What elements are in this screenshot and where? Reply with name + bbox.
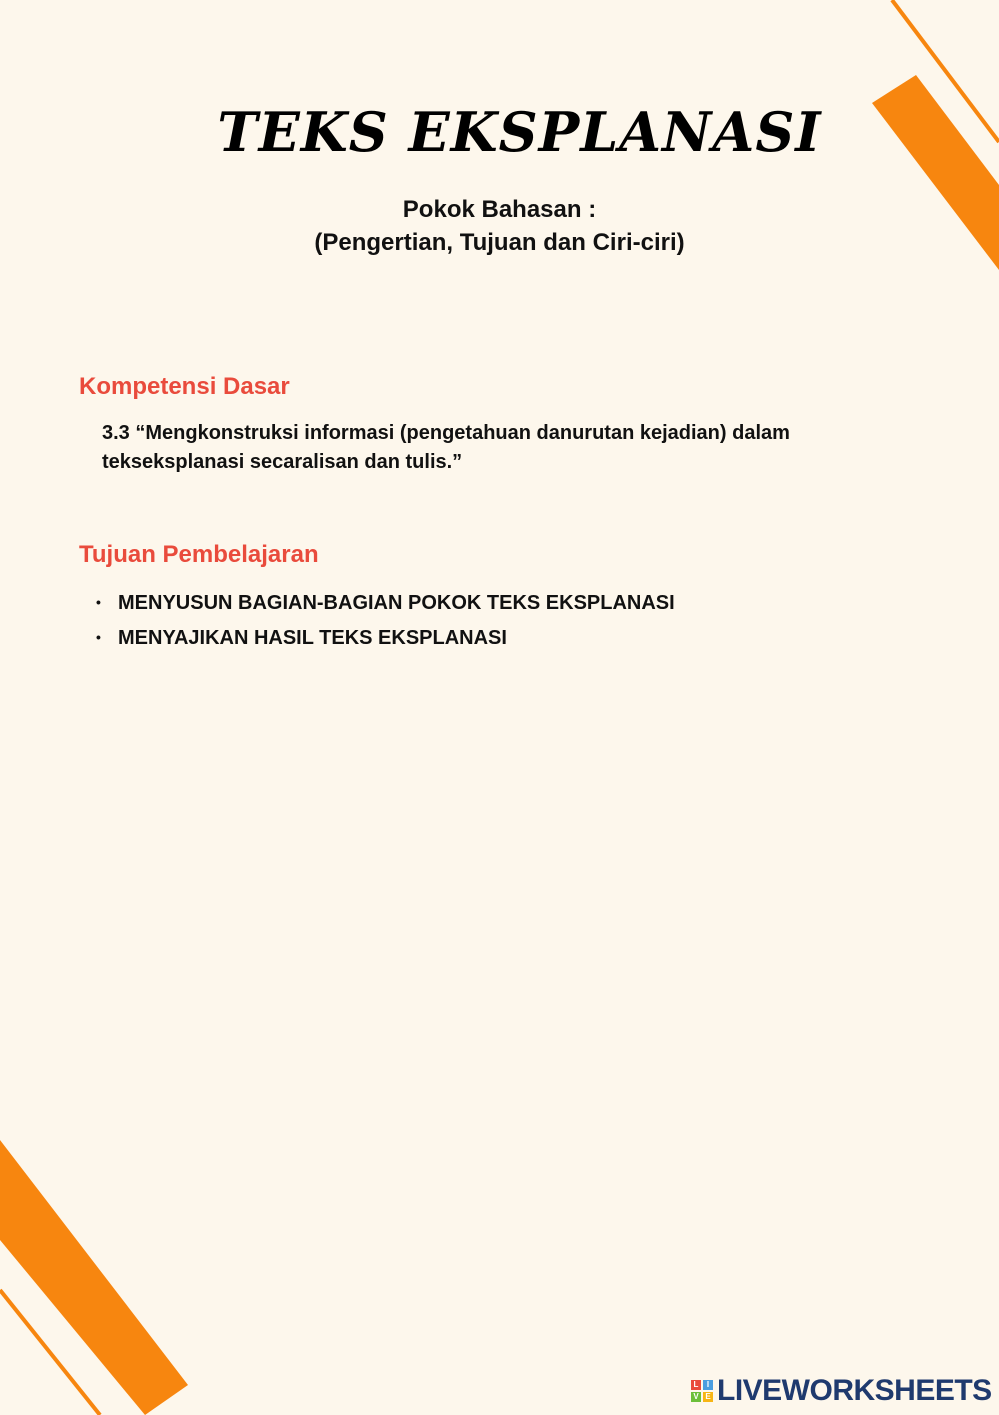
subtitle-line-2: (Pengertian, Tujuan dan Ciri-ciri)	[314, 229, 685, 256]
logo-letter: V	[691, 1392, 701, 1402]
bullet-icon: •	[96, 594, 101, 610]
list-item	[96, 620, 675, 655]
kompetensi-dasar-line-2: tekseksplanasi secaralisan dan tulis.”	[102, 451, 463, 473]
tujuan-pembelajaran-heading: Tujuan Pembelajaran	[79, 541, 319, 568]
kompetensi-dasar-line-1: 3.3 “Mengkonstruksi informasi (pengetahuan danurutan kejadian) dalam	[102, 422, 790, 444]
kompetensi-dasar-text	[102, 419, 902, 477]
logo-letter: I	[703, 1380, 713, 1390]
list-item-text: MENYUSUN BAGIAN-BAGIAN POKOK TEKS EKSPLANASI	[118, 592, 675, 614]
liveworksheets-brand[interactable]	[691, 1374, 992, 1408]
tujuan-list	[96, 585, 675, 655]
list-item	[96, 585, 675, 620]
bullet-icon: •	[96, 629, 101, 645]
bottom-left-thick-stripe	[0, 1140, 188, 1415]
page-title: TEKS EKSPLANASI	[217, 100, 822, 164]
liveworksheets-logo-icon	[691, 1380, 713, 1402]
kompetensi-dasar-heading: Kompetensi Dasar	[79, 373, 290, 400]
list-item-text: MENYAJIKAN HASIL TEKS EKSPLANASI	[118, 627, 507, 649]
subtitle-line-1: Pokok Bahasan :	[402, 196, 597, 223]
logo-letter: E	[703, 1392, 713, 1402]
brand-wordmark: LIVEWORKSHEETS	[717, 1374, 992, 1407]
logo-letter: L	[691, 1380, 701, 1390]
